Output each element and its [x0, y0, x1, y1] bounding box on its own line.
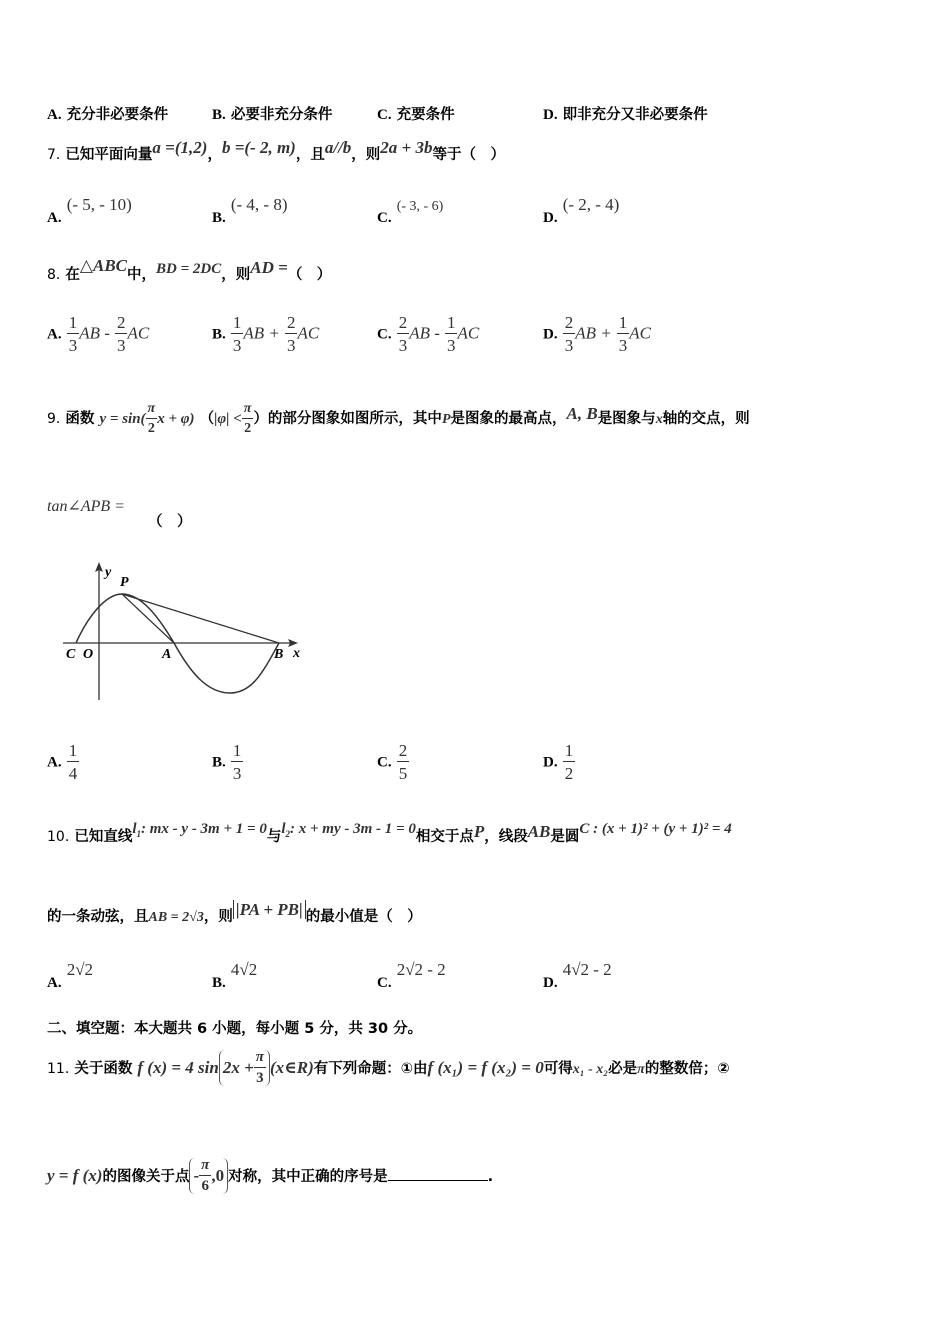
q7-option-d: D. (- 2, - 4) — [543, 195, 620, 226]
q10-option-c: C. 2√2 - 2 — [377, 960, 446, 991]
q11-stem-line1: 11. 关于函数 f (x) = 4 sin 2x + $\frac{\pi}{3}$ (x∈R)有下列命题：①由f (x₁) = f (x₂) = 0可得x₁ - x₂必是π的整数倍；② — [47, 1049, 730, 1086]
q10-option-d: D. 4√2 - 2 — [543, 960, 612, 991]
label-o: O — [83, 647, 94, 662]
q9-stem: 9. 函数 y = sin( $\frac{\pi}{2}$ x + φ) （|φ| < $\frac{\pi}{2}$ ）的部分图象如图所示，其中P是图象的最高点，A, B是图象与x轴的交点，则 — [47, 401, 750, 436]
q8-stem: 8. 在△ABC中，BD = 2DC，则AD =（ ） — [47, 256, 332, 283]
q6-option-c: C. 充要条件 — [377, 107, 455, 123]
section-2-title: 二、填空题：本大题共 6 小题，每小题 5 分，共 30 分。 — [47, 1021, 423, 1037]
q8-option-a: A. $\frac{1}{3}$ AB - $\frac{2}{3}$ AC — [47, 313, 150, 355]
label-b: B — [274, 647, 284, 662]
label-p: P — [120, 575, 129, 590]
q6-option-a: A. 充分非必要条件 — [47, 107, 169, 123]
label-c: C — [66, 647, 76, 662]
segment-pb — [122, 594, 279, 643]
q11-stem-line2: y = f (x)的图像关于点 - $\frac{\pi}{6}$ ,0 对称，其中正确的序号是 . — [47, 1157, 494, 1194]
label-a: A — [162, 647, 172, 662]
segment-pa — [122, 594, 174, 643]
q10-stem-line2: 的一条动弦，且AB = 2√3，则 |PA + PB| 的最小值是（ ） — [47, 900, 422, 925]
answer-blank[interactable] — [388, 1166, 488, 1181]
q10-option-a: A. 2√2 — [47, 960, 94, 991]
q9-option-b: B. $\frac{1}{3}$ — [212, 741, 242, 783]
q7-option-b: B. (- 4, - 8) — [212, 195, 288, 226]
q10-stem-line1: 10. 已知直线$l_1$: mx - y - 3m + 1 = 0与$l_2$: x + my - 3m - 1 = 0相交于点P，线段AB是圆C : (x + 1)² + (y + 1)² = 4 — [47, 821, 732, 845]
q9-option-c: C. $\frac{2}{5}$ — [377, 741, 408, 783]
q10-option-b: B. 4√2 — [212, 960, 258, 991]
label-y: y — [105, 565, 112, 580]
q8-option-c: C. $\frac{2}{3}$ AB - $\frac{1}{3}$ AC — [377, 313, 480, 355]
q9-ask: tan∠APB = — [47, 498, 125, 515]
q7-option-c: C. (- 3, - 6) — [377, 199, 444, 226]
q9-ask-paren: （ ） — [148, 514, 192, 530]
q6-option-d: D. 即非充分又非必要条件 — [543, 107, 708, 123]
q6-option-b: B. 必要非充分条件 — [212, 107, 333, 123]
label-x: x — [293, 646, 300, 661]
q8-option-b: B. $\frac{1}{3}$ AB + $\frac{2}{3}$ AC — [212, 313, 320, 355]
q9-sine-graph — [58, 560, 308, 705]
q9-option-d: D. $\frac{1}{2}$ — [543, 741, 574, 783]
q9-option-a: A. $\frac{1}{4}$ — [47, 741, 78, 783]
q8-option-d: D. $\frac{2}{3}$ AB + $\frac{1}{3}$ AC — [543, 313, 652, 355]
q7-stem: 7. 已知平面向量a =(1,2)，b =(- 2, m)，且a//b，则2a + 3b等于（ ） — [47, 138, 505, 163]
q7-option-a: A. (- 5, - 10) — [47, 195, 132, 226]
